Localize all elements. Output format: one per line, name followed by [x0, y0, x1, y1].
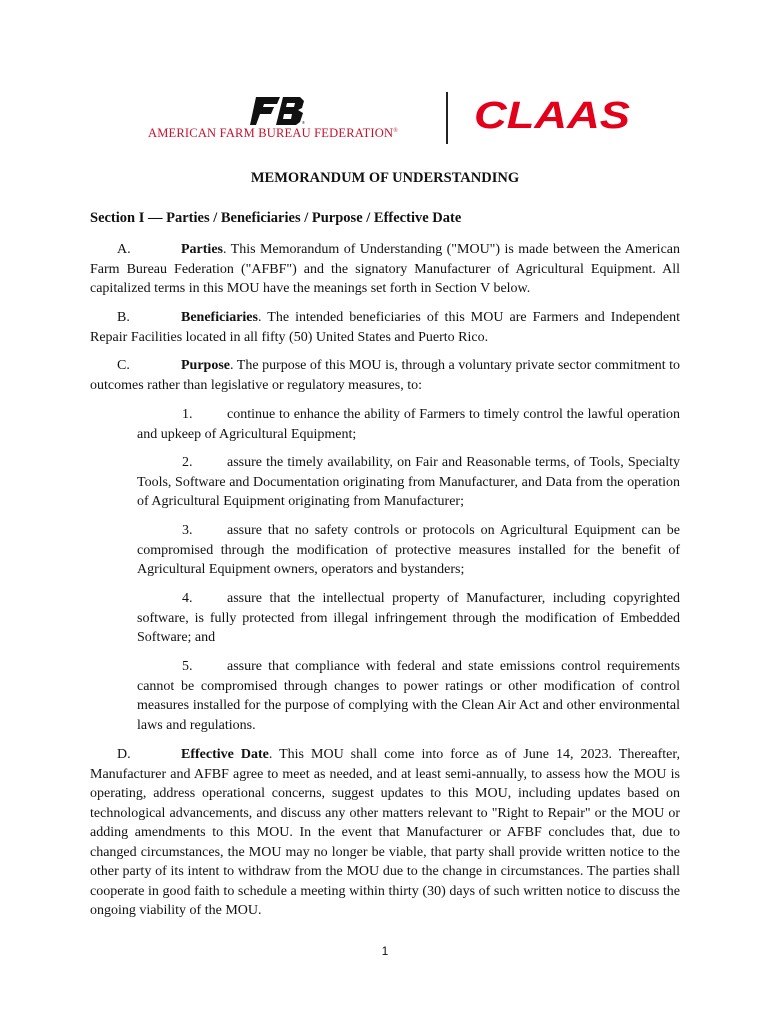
- purpose-item: [137, 405, 680, 444]
- afbf-logo-icon: [250, 97, 308, 125]
- paragraph-text: . The intended beneficiaries of this MOU are Farmers and Independent Repair Facilities located in all fifty (50) United States and Puerto Rico.: [90, 310, 680, 345]
- paragraph-text: . This Memorandum of Understanding ("MOU") is made between the American Farm Bureau Federation ("AFBF") and the signatory Manufacturer of Agricultural Equipment. All capitalized terms in this MOU have the meanings set forth in Section V below.: [90, 242, 680, 296]
- paragraph-label: Purpose: [181, 358, 230, 373]
- paragraph-text: . The purpose of this MOU is, through a voluntary private sector commitment to outcomes rather than legislative or regulatory measures, to:: [90, 358, 680, 393]
- paragraph-c: [90, 356, 680, 395]
- item-text: continue to enhance the ability of Farmers to timely control the lawful operation and upkeep of Agricultural Equipment;: [137, 407, 680, 442]
- paragraph-a: [90, 240, 680, 299]
- paragraph-d: [90, 745, 680, 921]
- item-marker: 4.: [182, 591, 193, 606]
- logo-divider: [446, 92, 448, 144]
- purpose-item: [137, 453, 680, 512]
- page-number: 1: [381, 944, 389, 958]
- paragraph-text: . This MOU shall come into force as of June 14, 2023. Thereafter, Manufacturer and AFBF agree to meet as needed, and at least semi-annually, to assess how the MOU is operating, address operational concerns, suggest updates to this MOU, including updates based on technological advancements, and discuss any other matters relevant to "Right to Repair" or the MOU or adding amendments to this MOU. In the event that Manufacturer or AFBF concludes that, due to changed circumstances, the MOU may no longer be viable, that party shall provide written notice to the other party of its intent to withdraw from the MOU due to the change in circumstances. The parties shall cooperate in good faith to schedule a meeting within thirty (30) days of such written notice to discuss the ongoing viability of the MOU.: [90, 747, 680, 918]
- svg-text:CLAAS: CLAAS: [474, 98, 630, 132]
- paragraph-label: Parties: [181, 242, 223, 257]
- paragraph-marker: A.: [117, 242, 131, 257]
- header-logos: [0, 92, 770, 152]
- item-text: assure that the intellectual property of Manufacturer, including copyrighted software, is fully protected from illegal infringement through the modification of Embedded Software; and: [137, 591, 680, 645]
- item-text: assure that no safety controls or protocols on Agricultural Equipment can be compromised through the modification of protective measures installed for the benefit of Agricultural Equipment owners, operators and bystanders;: [137, 523, 680, 577]
- item-marker: 3.: [182, 523, 193, 538]
- paragraph-b: [90, 308, 680, 347]
- claas-logo-icon: [474, 98, 632, 132]
- paragraph-marker: D.: [117, 747, 131, 762]
- item-text: assure that compliance with federal and state emissions control requirements cannot be compromised through changes to power ratings or other modification of control measures installed for the purpose of complying with the Clean Air Act and other environmental laws and regulations.: [137, 659, 680, 733]
- item-marker: 5.: [182, 659, 193, 674]
- purpose-item: [137, 657, 680, 735]
- paragraph-marker: B.: [117, 310, 130, 325]
- paragraph-label: Effective Date: [181, 747, 269, 762]
- document-title: MEMORANDUM OF UNDERSTANDING: [250, 170, 520, 186]
- section-heading: Section I — Parties / Beneficiaries / Purpose / Effective Date: [90, 210, 462, 226]
- item-marker: 2.: [182, 455, 193, 470]
- item-text: assure the timely availability, on Fair and Reasonable terms, of Tools, Specialty Tools, Software and Documentation originating from Manufacturer, and Data from the operation of Agricultural Equipment originating from Manufacturer;: [137, 455, 680, 509]
- paragraph-marker: C.: [117, 358, 130, 373]
- afbf-wordmark: AMERICAN FARM BUREAU FEDERATION®: [148, 126, 398, 140]
- item-marker: 1.: [182, 407, 193, 422]
- paragraph-label: Beneficiaries: [181, 310, 258, 325]
- purpose-item: [137, 521, 680, 580]
- purpose-item: [137, 589, 680, 648]
- svg-text:®: ®: [302, 120, 305, 125]
